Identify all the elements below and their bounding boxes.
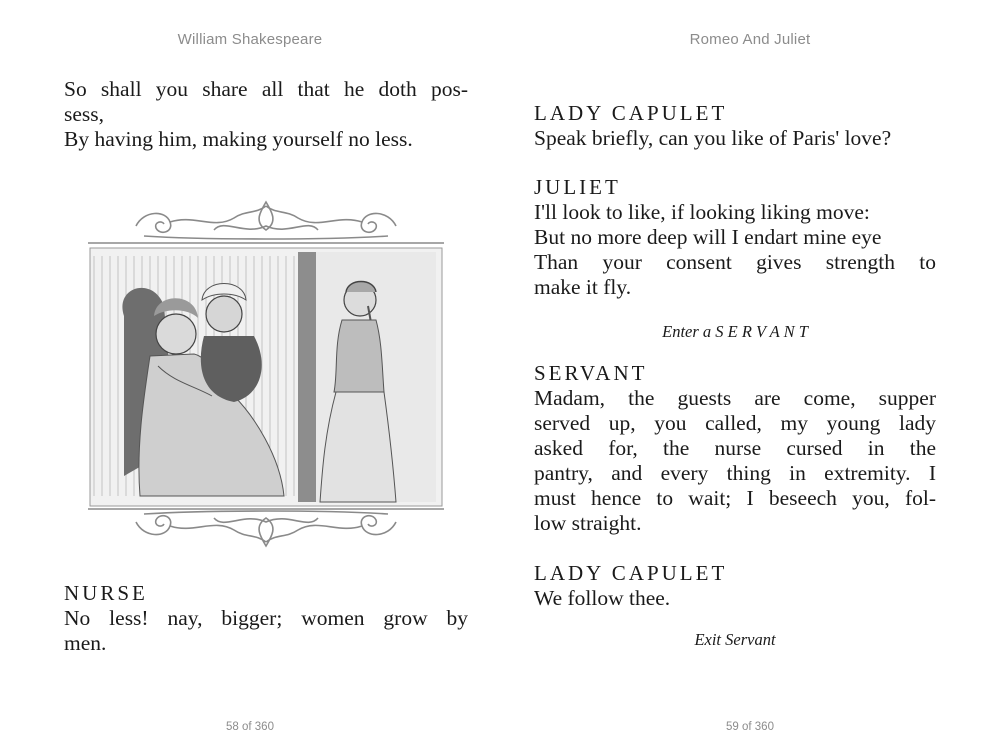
text-line: We follow thee.: [534, 586, 671, 610]
engraving-picture: [90, 248, 442, 506]
text-line: asked for, the nurse cursed in the: [534, 436, 936, 460]
page-number: 58 of 360: [226, 721, 274, 733]
speaker-name: JULIET: [534, 175, 621, 199]
text-line: pantry, and every thing in extremity. I: [534, 461, 936, 485]
verse-block-top: [64, 77, 468, 152]
text-line: low straight.: [534, 511, 642, 535]
text-line: Speak briefly, can you like of Paris' love?: [534, 126, 892, 150]
text-line: must hence to wait; I beseech you, fol-: [534, 486, 936, 510]
text-line: But no more deep will I endart mine eye: [534, 225, 882, 249]
text-line: Than your consent gives strength to: [534, 250, 936, 274]
text-line: sess,: [64, 102, 105, 126]
lady-capulet-speech-2: [534, 561, 936, 611]
running-head-author: William Shakespeare: [177, 31, 323, 48]
nurse-speech: [64, 581, 468, 656]
stage-direction: Exit Servant: [694, 630, 776, 649]
text-line: make it fly.: [534, 275, 632, 299]
juliet-speech: [534, 175, 936, 300]
right-page: [500, 0, 1000, 750]
engraving-illustration: [84, 196, 448, 556]
text-line: No less! nay, bigger; women grow by: [64, 606, 468, 630]
speaker-name: SERVANT: [534, 361, 648, 385]
speaker-name: NURSE: [64, 581, 148, 605]
lady-capulet-speech-1: [534, 101, 936, 151]
page-number: 59 of 360: [726, 721, 774, 733]
servant-speech: [534, 361, 936, 536]
ornament-top-icon: [136, 202, 396, 239]
text-line: By having him, making yourself no less.: [64, 127, 413, 151]
text-line: men.: [64, 631, 107, 655]
speaker-name: LADY CAPULET: [534, 561, 728, 585]
text-line: Madam, the guests are come, supper: [534, 386, 936, 410]
speaker-name: LADY CAPULET: [534, 101, 728, 125]
running-head-title: Romeo And Juliet: [689, 31, 811, 48]
stage-direction: Enter a S E R V A N T: [662, 322, 808, 341]
text-line: So shall you share all that he doth pos-: [64, 77, 468, 101]
text-line: served up, you called, my young lady: [534, 411, 936, 435]
text-line: I'll look to like, if looking liking move:: [534, 200, 870, 224]
stage-direction-enter: [534, 321, 936, 343]
ornament-bottom-icon: [136, 511, 396, 546]
stage-direction-exit: [534, 629, 936, 651]
